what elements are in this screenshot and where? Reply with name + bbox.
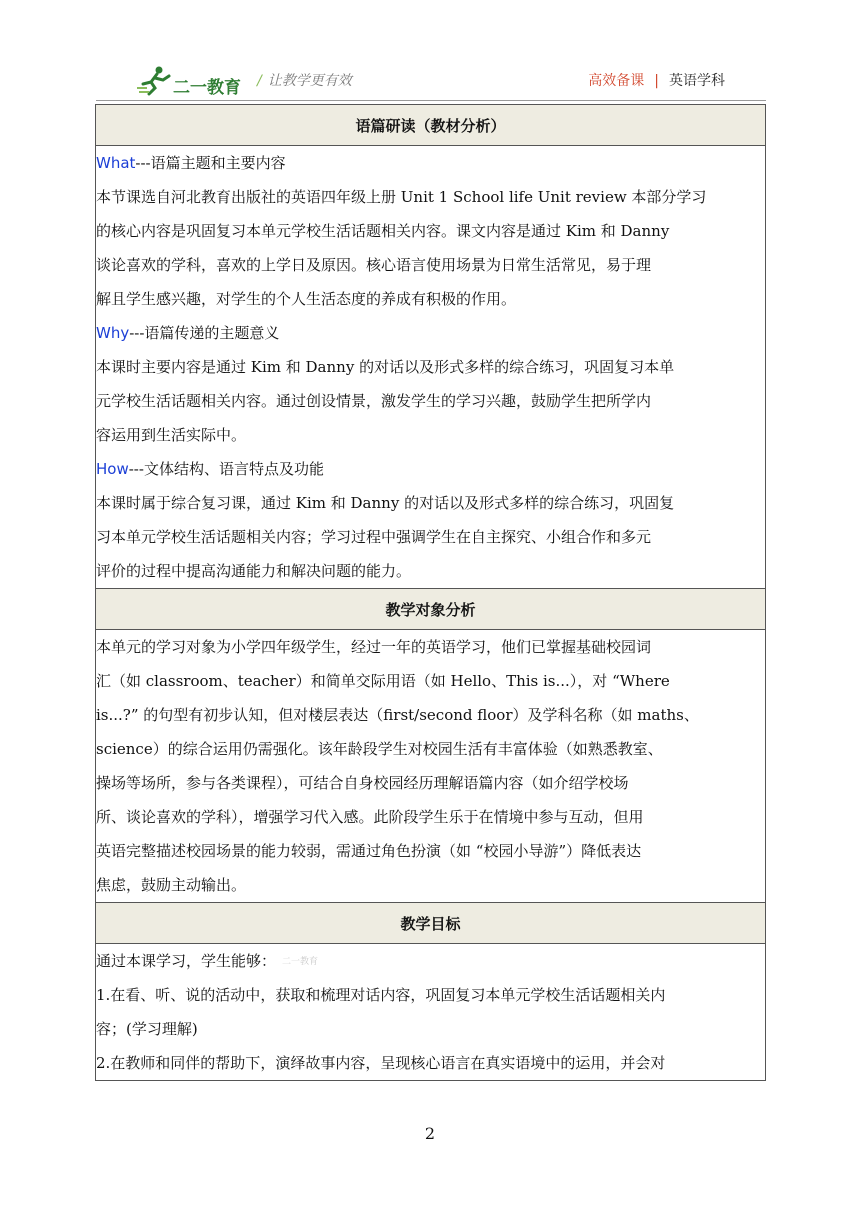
paragraph-line: 解且学生感兴趣，对学生的个人生活态度的养成有积极的作用。 — [96, 290, 517, 308]
text-analysis-body — [96, 146, 766, 589]
section-title-text-analysis: 语篇研读（教材分析） — [96, 105, 766, 146]
paragraph-line: 评价的过程中提高沟通能力和解决问题的能力。 — [96, 562, 412, 580]
header-separator: | — [654, 73, 659, 89]
goals-intro-text: 通过本课学习，学生能够： — [96, 952, 277, 970]
paragraph-line: is...?” 的句型有初步认知，但对楼层表达（first/second floor）及学科名称（如 maths、 — [96, 706, 699, 724]
brand-logo — [135, 64, 245, 96]
section-title-student-analysis: 教学对象分析 — [96, 589, 766, 630]
goal-line: 2.在教师和同伴的帮助下，演绎故事内容，呈现核心语言在真实语境中的运用，并会对 — [96, 1054, 666, 1072]
goal-line: 1.在看、听、说的活动中，获取和梳理对话内容，巩固复习本单元学校生活话题相关内 — [96, 986, 666, 1004]
paragraph-line: 的核心内容是巩固复习本单元学校生活话题相关内容。课文内容是通过 Kim 和 Danny — [96, 222, 670, 240]
paragraph-line: science）的综合运用仍需强化。该年龄段学生对校园生活有丰富体验（如熟悉教室、 — [96, 740, 663, 758]
paragraph-line: 所、谈论喜欢的学科），增强学习代入感。此阶段学生乐于在情境中参与互动，但用 — [96, 808, 644, 826]
slogan: / 让教学更有效 — [257, 73, 352, 89]
why-keyword: Why — [96, 324, 130, 342]
lesson-table — [95, 104, 766, 1081]
logo-text: 二一教育 — [173, 78, 241, 98]
student-analysis-body — [96, 630, 766, 903]
teaching-goals-body — [96, 944, 766, 1081]
paragraph-line: 本单元的学习对象为小学四年级学生，经过一年的英语学习，他们已掌握基础校园词 — [96, 638, 652, 656]
header-subject: 英语学科 — [669, 73, 725, 89]
page-header — [135, 62, 725, 98]
paragraph-line: 谈论喜欢的学科，喜欢的上学日及原因。核心语言使用场景为日常生活常见，易于理 — [96, 256, 652, 274]
goals-intro — [96, 944, 765, 978]
why-heading — [96, 316, 765, 350]
paragraph-line: 本课时属于综合复习课，通过 Kim 和 Danny 的对话以及形式多样的综合练习，巩固复 — [96, 494, 675, 512]
watermark-logo: 二一教育 — [282, 957, 319, 967]
how-keyword: How — [96, 460, 129, 478]
paragraph-line: 容运用到生活实际中。 — [96, 426, 247, 444]
what-heading-text: ---语篇主题和主要内容 — [135, 154, 286, 172]
page-number: 2 — [424, 1124, 436, 1143]
what-heading — [96, 146, 765, 180]
header-right — [588, 70, 725, 90]
paragraph-line: 元学校生活话题相关内容。通过创设情景，激发学生的学习兴趣，鼓励学生把所学内 — [96, 392, 652, 410]
paragraph-line: 操场等场所，参与各类课程），可结合自身校园经历理解语篇内容（如介绍学校场 — [96, 774, 629, 792]
slogan-text: 让教学更有效 — [267, 73, 352, 89]
header-divider — [96, 100, 766, 101]
paragraph-line: 习本单元学校生活话题相关内容；学习过程中强调学生在自主探究、小组合作和多元 — [96, 528, 652, 546]
why-heading-text: ---语篇传递的主题意义 — [129, 324, 280, 342]
goal-line: 容；(学习理解) — [96, 1020, 198, 1038]
paragraph-line: 英语完整描述校园场景的能力较弱，需通过角色扮演（如 “校园小导游”）降低表达 — [96, 842, 642, 860]
paragraph-line: 本课时主要内容是通过 Kim 和 Danny 的对话以及形式多样的综合练习，巩固复习本单 — [96, 358, 675, 376]
paragraph-line: 焦虑，鼓励主动输出。 — [96, 876, 247, 894]
paragraph-line: 本节课选自河北教育出版社的英语四年级上册 Unit 1 School life Unit review 本部分学习 — [96, 188, 707, 206]
header-tag-efficient: 高效备课 — [588, 73, 645, 89]
section-title-teaching-goals: 教学目标 — [96, 903, 766, 944]
runner-logo-icon — [135, 64, 175, 96]
paragraph-line: 汇（如 classroom、teacher）和简单交际用语（如 Hello、This is...），对 “Where — [96, 672, 670, 690]
what-keyword: What — [96, 154, 136, 172]
how-heading — [96, 452, 765, 486]
how-heading-text: ---文体结构、语言特点及功能 — [128, 460, 324, 478]
